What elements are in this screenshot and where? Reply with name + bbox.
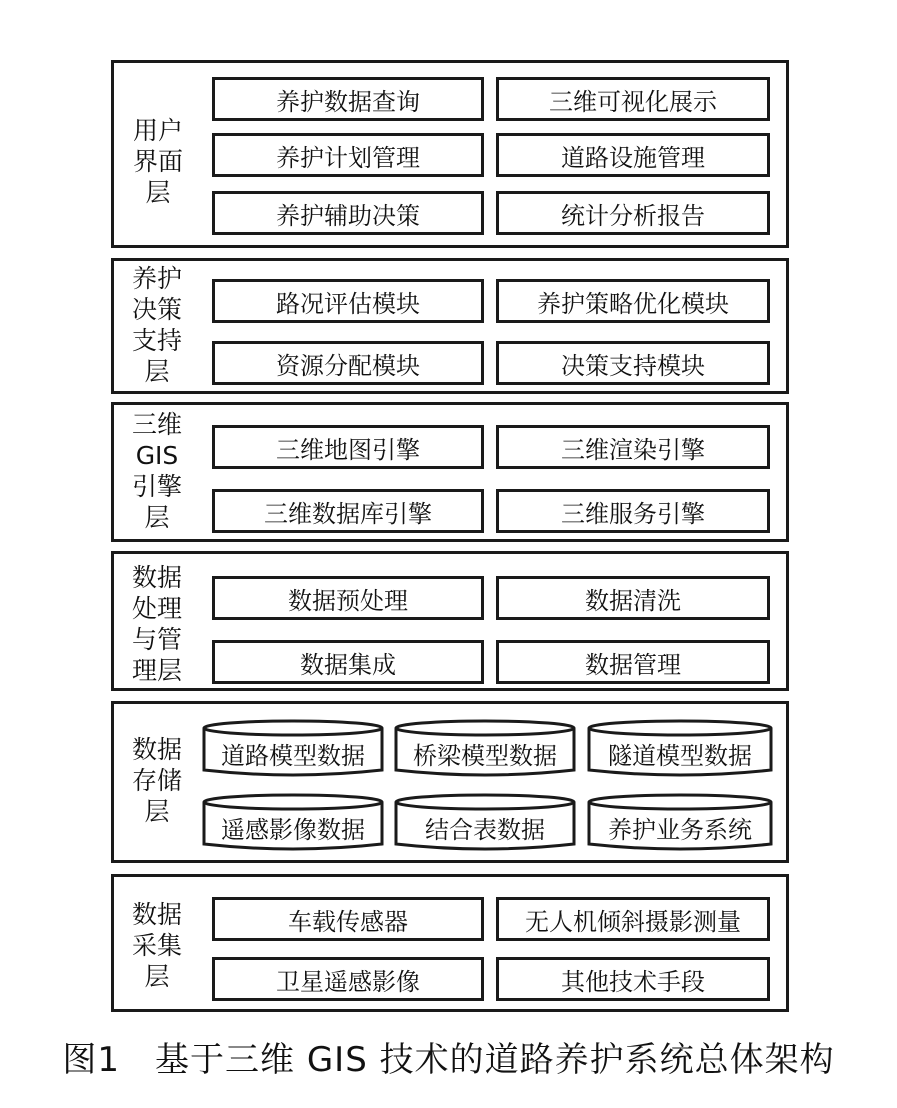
layer-user-interface bbox=[111, 60, 789, 248]
layer-label-data-storage: 数据存储层 bbox=[131, 735, 182, 826]
module-resource-allocation: 资源分配模块 bbox=[212, 341, 484, 385]
storage-label: 隧道模型数据 bbox=[608, 741, 752, 770]
storage-road-model-data bbox=[202, 718, 384, 778]
layer-label-data-collection: 数据采集层 bbox=[131, 900, 182, 991]
figure-caption: 图1 基于三维 GIS 技术的道路养护系统总体架构 bbox=[62, 1040, 835, 1080]
storage-label: 结合表数据 bbox=[425, 815, 545, 844]
layer-label-data-processing: 数据处理与管理层 bbox=[131, 563, 182, 685]
storage-label: 桥梁模型数据 bbox=[413, 741, 557, 770]
module-decision-support: 决策支持模块 bbox=[496, 341, 770, 385]
storage-label: 道路模型数据 bbox=[221, 741, 365, 770]
storage-maintenance-business-system bbox=[587, 792, 773, 852]
layer-label-3d-gis-engine: 三维GIS引擎层 bbox=[131, 410, 182, 532]
module-maintenance-decision-aid: 养护辅助决策 bbox=[212, 191, 484, 235]
storage-remote-sensing-data bbox=[202, 792, 384, 852]
layer-data-storage bbox=[111, 701, 789, 863]
module-data-cleaning: 数据清洗 bbox=[496, 576, 770, 620]
layer-decision-support bbox=[111, 258, 789, 394]
module-3d-visualization: 三维可视化展示 bbox=[496, 77, 770, 121]
storage-label: 遥感影像数据 bbox=[221, 815, 365, 844]
layer-data-collection bbox=[111, 874, 789, 1012]
module-strategy-optimization: 养护策略优化模块 bbox=[496, 279, 770, 323]
module-3d-render-engine: 三维渲染引擎 bbox=[496, 425, 770, 469]
module-data-integration: 数据集成 bbox=[212, 640, 484, 684]
module-3d-map-engine: 三维地图引擎 bbox=[212, 425, 484, 469]
storage-tunnel-model-data bbox=[587, 718, 773, 778]
module-3d-service-engine: 三维服务引擎 bbox=[496, 489, 770, 533]
layer-data-processing bbox=[111, 551, 789, 691]
module-satellite-imagery: 卫星遥感影像 bbox=[212, 957, 484, 1001]
storage-joined-table-data bbox=[394, 792, 576, 852]
module-3d-database-engine: 三维数据库引擎 bbox=[212, 489, 484, 533]
layer-3d-gis-engine bbox=[111, 402, 789, 542]
module-uav-oblique-photography: 无人机倾斜摄影测量 bbox=[496, 897, 770, 941]
module-vehicle-sensor: 车载传感器 bbox=[212, 897, 484, 941]
module-data-preprocessing: 数据预处理 bbox=[212, 576, 484, 620]
module-other-techniques: 其他技术手段 bbox=[496, 957, 770, 1001]
storage-label: 养护业务系统 bbox=[608, 815, 752, 844]
module-maintenance-plan: 养护计划管理 bbox=[212, 133, 484, 177]
module-statistical-report: 统计分析报告 bbox=[496, 191, 770, 235]
module-road-facility: 道路设施管理 bbox=[496, 133, 770, 177]
module-data-management: 数据管理 bbox=[496, 640, 770, 684]
layer-label-decision-support: 养护决策支持层 bbox=[131, 264, 182, 386]
layer-label-user-interface: 用户界面层 bbox=[132, 116, 183, 207]
module-road-condition-evaluation: 路况评估模块 bbox=[212, 279, 484, 323]
module-maintenance-data-query: 养护数据查询 bbox=[212, 77, 484, 121]
storage-bridge-model-data bbox=[394, 718, 576, 778]
